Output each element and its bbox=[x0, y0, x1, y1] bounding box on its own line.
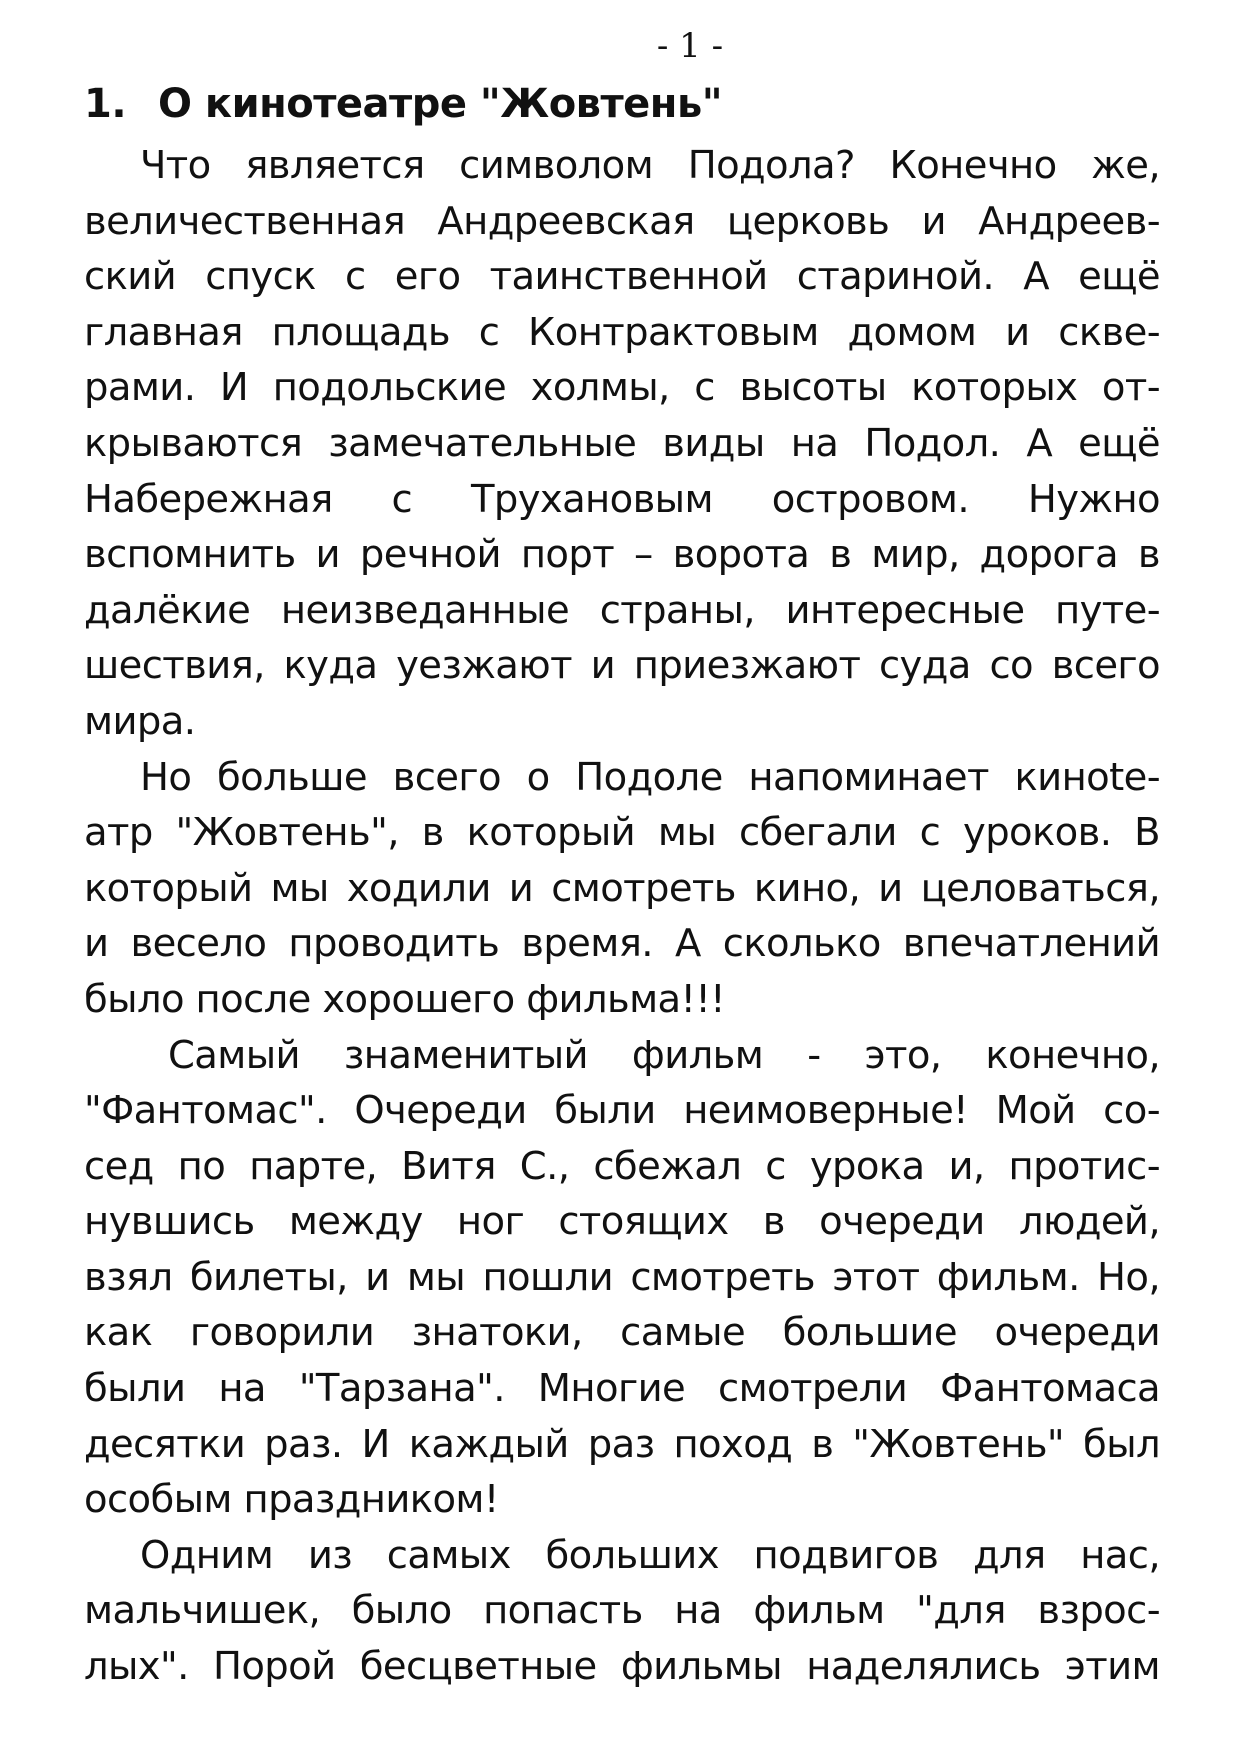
text-line: Самый знаменитый фильм - это, конечно, bbox=[168, 1032, 1160, 1078]
text-line: Но больше всего о Подоле напоминает кинote- bbox=[140, 754, 1160, 800]
text-line: и весело проводить время. А сколько впечатлений bbox=[84, 921, 1160, 967]
text-line: мира. bbox=[84, 698, 196, 744]
text-line: Набережная с Трухановым островом. Нужно bbox=[84, 476, 1160, 522]
body-text bbox=[84, 138, 1160, 1695]
text-line: далёкие неизведанные страны, интересные путе- bbox=[84, 587, 1160, 633]
text-line: Одним из самых больших подвигов для нас, bbox=[140, 1532, 1160, 1578]
text-line: "Фантомас". Очереди были неимоверные! Мой со- bbox=[84, 1088, 1160, 1134]
paragraph-1 bbox=[84, 138, 1160, 750]
text-line: Что является символом Подола? Конечно же, bbox=[140, 143, 1160, 188]
chapter-title: О кинотеатре "Жовтень" bbox=[158, 81, 723, 127]
text-line: крываются замечательные виды на Подол. А ещё bbox=[84, 420, 1160, 466]
text-line: лых". Порой бесцветные фильмы наделялись этим bbox=[84, 1644, 1160, 1690]
text-line: особым праздником! bbox=[84, 1477, 499, 1523]
text-line: ский спуск с его таинственной стариной. А ещё bbox=[84, 254, 1160, 300]
paragraph-4 bbox=[84, 1528, 1160, 1695]
text-line: как говорили знатоки, самые большие очереди bbox=[84, 1310, 1160, 1356]
text-line: величественная Андреевская церковь и Андреев- bbox=[84, 198, 1160, 244]
text-line: который мы ходили и смотреть кино, и целоваться, bbox=[84, 865, 1160, 911]
text-line: рами. И подольские холмы, с высоты которых от- bbox=[84, 365, 1160, 411]
paragraph-3 bbox=[84, 1028, 1160, 1528]
text-line: атр "Жовтень", в который мы сбегали с уроков. В bbox=[84, 810, 1160, 856]
text-line: взял билеты, и мы пошли смотреть этот фильм. Но, bbox=[84, 1254, 1160, 1300]
text-line: главная площадь с Контрактовым домом и скве- bbox=[84, 309, 1160, 355]
paragraph-2 bbox=[84, 750, 1160, 1028]
text-line: сед по парте, Витя С., сбежал с урока и, протис- bbox=[84, 1143, 1160, 1189]
text-line: было после хорошего фильма!!! bbox=[84, 976, 726, 1022]
chapter-number: 1. bbox=[84, 81, 127, 127]
text-line: были на "Тарзана". Многие смотрели Фантомаса bbox=[84, 1366, 1160, 1412]
text-line: десятки раз. И каждый раз поход в "Жовтень" был bbox=[84, 1421, 1160, 1467]
text-line: мальчишек, было попасть на фильм "для взрос- bbox=[84, 1588, 1160, 1634]
page-number: - 1 - bbox=[656, 26, 724, 66]
text-line: шествия, куда уезжают и приезжают суда со всего bbox=[84, 643, 1160, 689]
text-line: вспомнить и речной порт – ворота в мир, дорога в bbox=[84, 532, 1160, 578]
text-line: нувшись между ног стоящих в очереди людей, bbox=[84, 1199, 1160, 1245]
chapter-heading bbox=[84, 76, 1164, 132]
